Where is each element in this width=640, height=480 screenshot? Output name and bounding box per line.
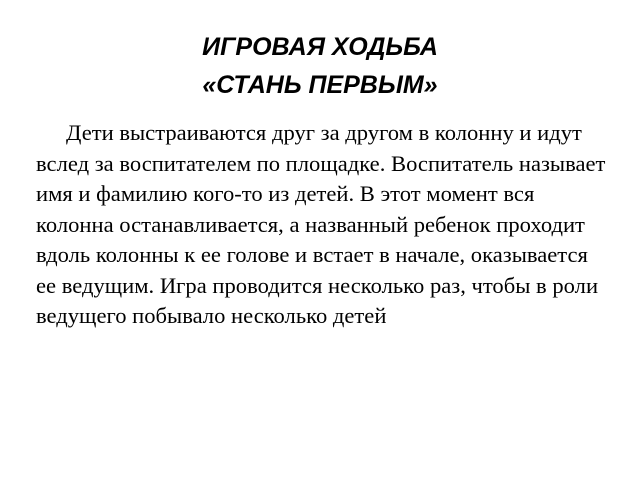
title-line-2: «СТАНЬ ПЕРВЫМ» (202, 71, 438, 99)
slide-title (0, 28, 640, 104)
title-line-1: ИГРОВАЯ ХОДЬБА (202, 33, 438, 61)
slide-body-paragraph: Дети выстраиваются друг за другом в колонну и идут вслед за воспитателем по площадке. Воспитатель называет имя и фамилию кого-то из детей. В этот момент вся колонна останавливается, а названный ребенок проходит вдоль колонны к ее голове и встает в начале, оказывается ее ведущим. Игра проводится несколько раз, чтобы в роли ведущего побывало несколько детей (36, 120, 606, 328)
